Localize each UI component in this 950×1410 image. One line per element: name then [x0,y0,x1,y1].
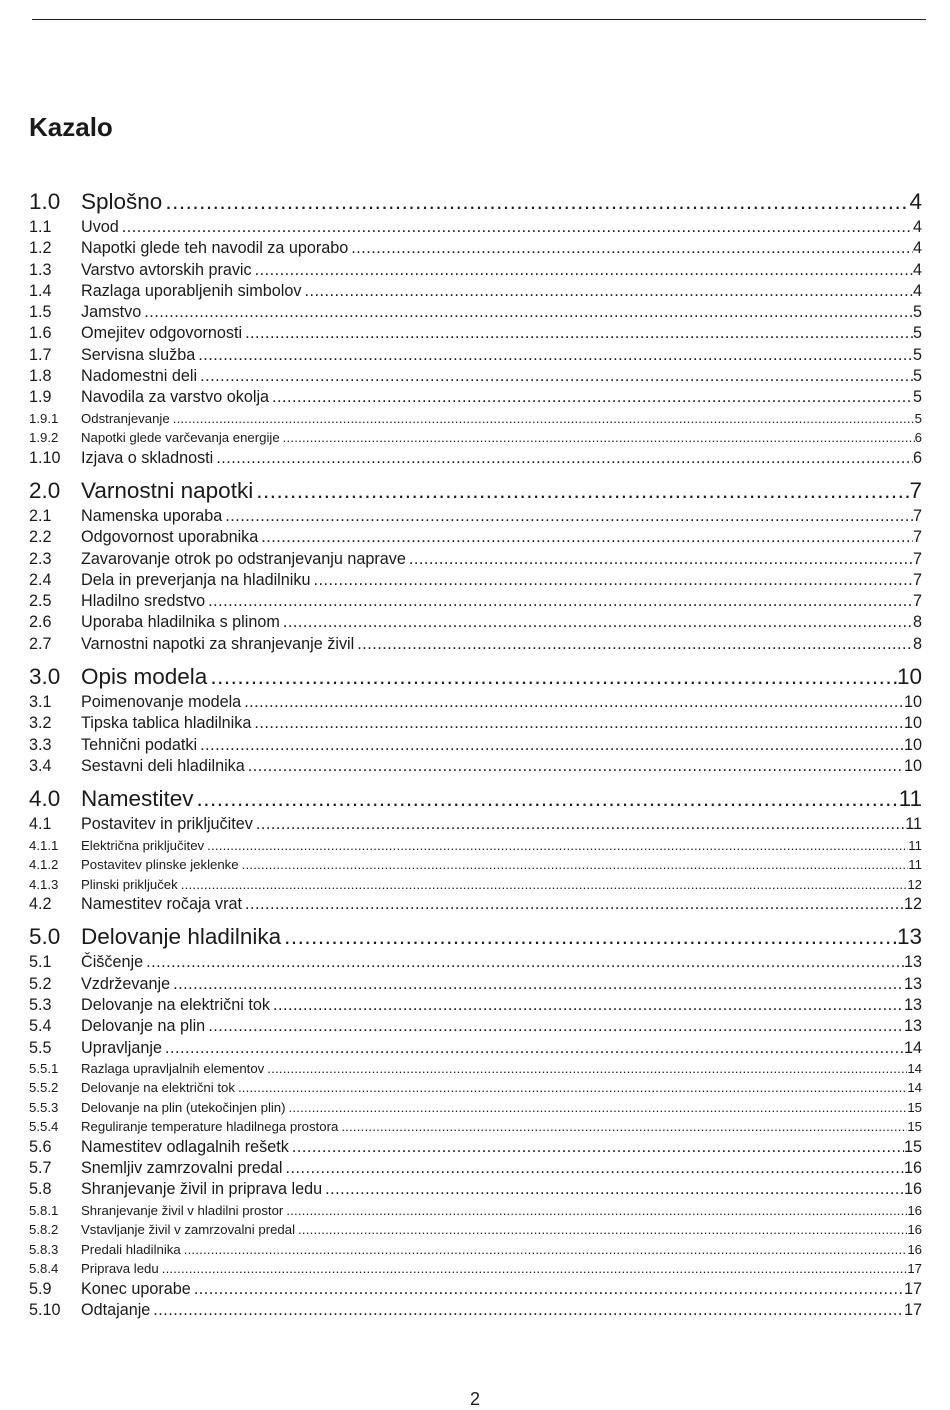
toc-entry-page: 13 [903,953,922,972]
toc-entry-number: 1.9.2 [29,430,59,446]
toc-entry-title: Servisna služba [81,345,196,364]
toc-entry-number: 5.5.4 [29,1119,59,1135]
toc-section-entry[interactable] [29,527,922,548]
toc-entry-title: Delovanje na električni tok [81,995,270,1014]
toc-entry-title: Poimenovanje modela [81,693,242,712]
toc-entry-number: 2.3 [29,549,52,568]
toc-entry-title: Uvod [81,218,119,236]
toc-entry-page: 8 [912,613,922,632]
toc-section-entry[interactable] [29,634,922,655]
page-number: 2 [469,1389,480,1409]
toc-entry-page: 10 [896,664,922,690]
toc-entry-title: Vzdrževanje [81,974,171,993]
toc-section-entry[interactable] [29,1158,922,1179]
toc-subsection-entry[interactable] [29,1059,922,1079]
toc-entry-number: 1.4 [29,281,52,300]
toc-dot-leader [200,735,904,756]
toc-entry-number: 5.5.2 [29,1080,59,1096]
toc-entry-page: 5 [914,410,922,426]
toc-entry-number: 5.3 [29,995,52,1014]
toc-dot-leader [153,1300,904,1321]
toc-entry-title: Električna priključitev [81,837,205,853]
toc-entry-title: Konec uporabe [81,1279,191,1298]
toc-entry-number: 2.4 [29,570,52,589]
toc-dot-leader [162,1259,908,1279]
toc-entry-page: 8 [912,634,922,653]
toc-entry-number: 5.5 [29,1038,52,1057]
toc-entry-page: 16 [907,1241,922,1257]
toc-dot-leader [144,302,913,323]
toc-subsection-entry[interactable] [29,875,922,895]
toc-subsection-entry[interactable] [29,836,922,856]
toc-entry-number: 1.3 [29,260,52,279]
toc-dot-leader [283,612,913,633]
toc-entry-number: 5.8.3 [29,1241,59,1257]
toc-section-entry[interactable] [29,995,922,1016]
toc-entry-page: 11 [898,786,922,812]
toc-entry-number: 2.0 [29,477,61,503]
toc-entry-page: 5 [912,367,922,386]
toc-section-entry[interactable] [29,238,922,259]
toc-section-entry[interactable] [29,692,922,713]
toc-entry-title: Delovanje hladilnika [81,924,282,950]
toc-subsection-entry[interactable] [29,1240,922,1260]
toc-entry-page: 11 [908,857,922,873]
toc-section-entry[interactable] [29,1279,922,1300]
toc-dot-leader [286,1158,904,1179]
toc-section-entry[interactable] [29,952,922,973]
toc-entry-page: 13 [903,974,922,993]
toc-entry-title: Opis modela [81,664,208,690]
toc-entry-title: Razlaga uporabljenih simbolov [81,281,302,300]
toc-dot-leader [194,1279,904,1300]
toc-entry-page: 17 [903,1301,922,1319]
toc-dot-leader [244,692,904,713]
toc-entry-number: 5.4 [29,1017,52,1036]
toc-entry-page: 15 [907,1119,922,1135]
toc-entry-page: 7 [912,549,922,568]
toc-entry-title: Vstavljanje živil v zamrzovalni predal [81,1222,296,1238]
toc-section-entry[interactable] [29,302,922,323]
toc-entry-title: Snemljiv zamrzovalni predal [81,1159,283,1178]
toc-entry-title: Jamstvo [81,303,142,322]
toc-section-entry[interactable] [29,713,922,734]
toc-entry-page: 14 [907,1060,922,1076]
toc-subsection-entry[interactable] [29,428,922,448]
toc-entry-number: 1.6 [29,324,52,343]
toc-entry-title: Odstranjevanje [81,410,170,426]
toc-dot-leader [248,756,904,777]
toc-entry-page: 5 [912,303,922,322]
toc-entry-page: 4 [912,281,922,300]
toc-entry-number: 4.2 [29,895,52,914]
toc-subsection-entry[interactable] [29,1220,922,1240]
toc-entry-title: Namenska uporaba [81,506,223,525]
toc-entry-number: 1.8 [29,367,52,386]
toc-entry-number: 2.7 [29,634,52,653]
toc-dot-leader [245,323,913,344]
toc-section-entry[interactable] [29,323,922,344]
toc-entry-page: 17 [907,1261,922,1277]
toc-entry-number: 5.8 [29,1180,52,1199]
toc-section-entry[interactable] [29,591,922,612]
toc-entry-title: Namestitev [81,786,194,812]
toc-entry-page: 11 [908,837,922,853]
toc-entry-number: 3.0 [29,664,61,690]
toc-entry-number: 3.4 [29,756,52,775]
toc-entry-number: 3.3 [29,735,52,754]
toc-entry-page: 14 [907,1080,922,1096]
toc-dot-leader [273,995,904,1016]
toc-entry-title: Omejitev odgovornosti [81,324,243,343]
toc-chapter-entry[interactable] [29,784,922,814]
toc-entry-title: Zavarovanje otrok po odstranjevanju naprave [81,549,406,568]
toc-entry-title: Reguliranje temperature hladilnega prostora [81,1119,339,1135]
toc-entry-page: 10 [903,756,922,775]
toc-dot-leader [184,1240,908,1260]
top-rule [32,19,926,20]
toc-section-entry[interactable] [29,448,922,469]
toc-entry-number: 1.9 [29,388,52,407]
toc-section-entry[interactable] [29,1179,922,1200]
toc-dot-leader [165,1038,904,1059]
toc-dot-leader [181,875,908,895]
toc-section-entry[interactable] [29,217,922,238]
toc-entry-page: 16 [903,1159,922,1178]
toc-dot-leader [256,814,905,835]
toc-entry-page: 16 [907,1222,922,1238]
page-title: Kazalo [29,112,113,142]
toc-entry-page: 17 [903,1279,922,1298]
toc-section-entry[interactable] [29,366,922,387]
toc-entry-page: 4 [912,260,922,279]
toc-entry-title: Varnostni napotki za shranjevanje živil [81,634,355,653]
toc-entry-title: Shranjevanje živil in priprava ledu [81,1180,323,1199]
toc-section-entry[interactable] [29,281,922,302]
toc-entry-page: 13 [896,924,922,950]
toc-dot-leader [198,345,913,366]
toc-entry-page: 7 [912,592,922,611]
toc-entry-page: 7 [912,528,922,547]
toc-entry-page: 10 [903,735,922,754]
toc-entry-title: Delovanje na plin [81,1017,206,1036]
toc-entry-page: 4 [912,218,922,236]
toc-dot-leader [208,1016,904,1037]
toc-section-entry[interactable] [29,814,922,835]
toc-entry-number: 1.9.1 [29,410,59,426]
toc-entry-title: Sestavni deli hladilnika [81,756,245,775]
toc-entry-title: Varstvo avtorskih pravic [81,260,252,279]
toc-entry-page: 11 [905,815,922,834]
toc-entry-number: 4.1 [29,815,52,834]
toc-entry-number: 5.0 [29,924,61,950]
toc-chapter-entry[interactable] [29,922,922,952]
toc-entry-number: 1.10 [29,448,61,467]
toc-dot-leader [313,570,913,591]
toc-dot-leader [261,527,913,548]
toc-entry-title: Splošno [81,189,163,214]
toc-entry-page: 15 [903,1137,922,1156]
toc-entry-title: Namestitev ročaja vrat [81,895,243,914]
toc-entry-page: 6 [914,430,922,446]
toc-entry-number: 3.1 [29,693,52,712]
toc-entry-page: 15 [907,1099,922,1115]
toc-entry-number: 5.8.1 [29,1202,59,1218]
toc-section-entry[interactable] [29,1038,922,1059]
toc-entry-title: Tipska tablica hladilnika [81,714,252,733]
toc-entry-number: 5.8.4 [29,1261,59,1277]
toc-entry-number: 5.10 [29,1301,61,1319]
toc-dot-leader [351,238,913,259]
toc-entry-title: Priprava ledu [81,1261,159,1277]
toc-entry-page: 16 [907,1202,922,1218]
toc-entry-title: Nadomestni deli [81,367,198,386]
toc-entry-title: Predali hladilnika [81,1241,181,1257]
toc-section-entry[interactable] [29,506,922,527]
toc-section-entry[interactable] [29,387,922,408]
toc-entry-number: 3.2 [29,714,52,733]
toc-dot-leader [256,476,909,506]
toc-section-entry[interactable] [29,974,922,995]
toc-dot-leader [289,1098,908,1118]
toc-dot-leader [197,784,899,814]
toc-section-entry[interactable] [29,260,922,281]
toc-entry-number: 5.7 [29,1159,52,1178]
toc-entry-title: Tehnični podatki [81,735,198,754]
toc-dot-leader [298,1220,907,1240]
toc-entry-title: Odgovornost uporabnika [81,528,259,547]
toc-entry-title: Hladilno sredstvo [81,592,206,611]
toc-dot-leader [200,366,913,387]
toc-dot-leader [272,387,913,408]
toc-entry-page: 16 [903,1180,922,1199]
toc-entry-title: Postavitev in priključitev [81,815,253,834]
toc-section-entry[interactable] [29,1300,922,1321]
toc-dot-leader [409,549,913,570]
toc-dot-leader [292,1137,904,1158]
toc-entry-page: 13 [903,995,922,1014]
toc-entry-title: Delovanje na plin (utekočinjen plin) [81,1099,286,1115]
toc-subsection-entry[interactable] [29,1078,922,1098]
toc-entry-title: Dela in preverjanja na hladilniku [81,570,311,589]
toc-entry-title: Uporaba hladilnika s plinom [81,613,280,632]
toc-entry-title: Delovanje na električni tok [81,1080,235,1096]
toc-entry-number: 1.7 [29,345,52,364]
toc-entry-title: Izjava o skladnosti [81,448,214,467]
toc-dot-leader [284,922,897,952]
toc-entry-page: 10 [903,714,922,733]
toc-entry-number: 1.5 [29,303,52,322]
toc-entry-page: 5 [912,388,922,407]
toc-dot-leader [304,281,913,302]
toc-entry-title: Razlaga upravljalnih elementov [81,1060,265,1076]
toc-dot-leader [210,662,897,692]
toc-entry-page: 14 [903,1038,922,1057]
toc-entry-number: 4.1.3 [29,876,59,892]
toc-dot-leader [242,855,909,875]
toc-dot-leader [146,952,904,973]
toc-section-entry[interactable] [29,570,922,591]
toc-entry-title: Postavitev plinske jeklenke [81,857,239,873]
toc-section-entry[interactable] [29,1016,922,1037]
toc-entry-title: Plinski priključek [81,876,178,892]
toc-entry-page: 5 [912,345,922,364]
toc-dot-leader [325,1179,904,1200]
toc-entry-number: 5.5.1 [29,1060,59,1076]
toc-dot-leader [245,894,904,915]
toc-entry-page: 12 [903,895,922,914]
toc-dot-leader [208,591,913,612]
toc-dot-leader [173,974,904,995]
toc-section-entry[interactable] [29,549,922,570]
toc-entry-number: 5.8.2 [29,1222,59,1238]
toc-entry-title: Varnostni napotki [81,477,254,503]
toc-entry-title: Napotki glede teh navodil za uporabo [81,239,349,258]
toc-dot-leader [267,1059,907,1079]
toc-entry-number: 2.2 [29,528,52,547]
toc-chapter-entry[interactable] [29,662,922,692]
toc-subsection-entry[interactable] [29,1098,922,1118]
toc-entry-page: 7 [912,506,922,525]
toc-entry-title: Odtajanje [81,1301,151,1319]
toc-chapter-entry[interactable] [29,187,922,217]
toc-dot-leader [165,187,909,217]
toc-dot-leader [238,1078,907,1098]
toc-section-entry[interactable] [29,345,922,366]
toc-dot-leader [357,634,913,655]
toc-entry-number: 5.6 [29,1137,52,1156]
toc-entry-title: Shranjevanje živil v hladilni prostor [81,1202,284,1218]
toc-dot-leader [216,448,913,469]
toc-dot-leader [286,1201,907,1221]
toc-dot-leader [254,713,904,734]
toc-entry-page: 6 [912,448,922,467]
toc-entry-number: 1.0 [29,189,61,214]
toc-chapter-entry[interactable] [29,476,922,506]
toc-entry-number: 1.2 [29,239,52,258]
toc-dot-leader [122,217,913,238]
toc-entry-title: Napotki glede varčevanja energije [81,430,280,446]
toc-section-entry[interactable] [29,735,922,756]
toc-entry-number: 2.5 [29,592,52,611]
toc-dot-leader [225,506,913,527]
toc-dot-leader [341,1117,907,1137]
toc-section-entry[interactable] [29,894,922,915]
toc-section-entry[interactable] [29,1137,922,1158]
toc-subsection-entry[interactable] [29,409,922,429]
toc-entry-number: 2.1 [29,506,52,525]
toc-entry-title: Namestitev odlagalnih rešetk [81,1137,289,1156]
toc-dot-leader [173,409,915,429]
table-of-contents [29,187,922,1321]
toc-entry-number: 2.6 [29,613,52,632]
toc-entry-page: 7 [912,570,922,589]
toc-section-entry[interactable] [29,612,922,633]
toc-entry-title: Navodila za varstvo okolja [81,388,270,407]
toc-entry-page: 5 [912,324,922,343]
toc-entry-page: 7 [909,477,922,503]
toc-subsection-entry[interactable] [29,1117,922,1137]
toc-entry-number: 1.1 [29,218,52,236]
toc-entry-number: 4.0 [29,786,61,812]
toc-entry-title: Čiščenje [81,953,144,972]
toc-entry-number: 5.9 [29,1279,52,1298]
toc-entry-number: 4.1.1 [29,837,59,853]
toc-dot-leader [283,428,915,448]
toc-subsection-entry[interactable] [29,1259,922,1279]
toc-dot-leader [207,836,908,856]
toc-entry-number: 5.2 [29,974,52,993]
toc-entry-page: 12 [907,876,922,892]
toc-entry-page: 4 [912,239,922,258]
toc-entry-title: Upravljanje [81,1038,162,1057]
toc-entry-page: 13 [903,1017,922,1036]
toc-entry-page: 10 [903,693,922,712]
toc-dot-leader [255,260,913,281]
toc-entry-number: 5.5.3 [29,1099,59,1115]
toc-subsection-entry[interactable] [29,855,922,875]
toc-subsection-entry[interactable] [29,1201,922,1221]
toc-section-entry[interactable] [29,756,922,777]
toc-entry-number: 5.1 [29,953,52,972]
toc-entry-page: 4 [909,189,922,214]
toc-entry-number: 4.1.2 [29,857,59,873]
